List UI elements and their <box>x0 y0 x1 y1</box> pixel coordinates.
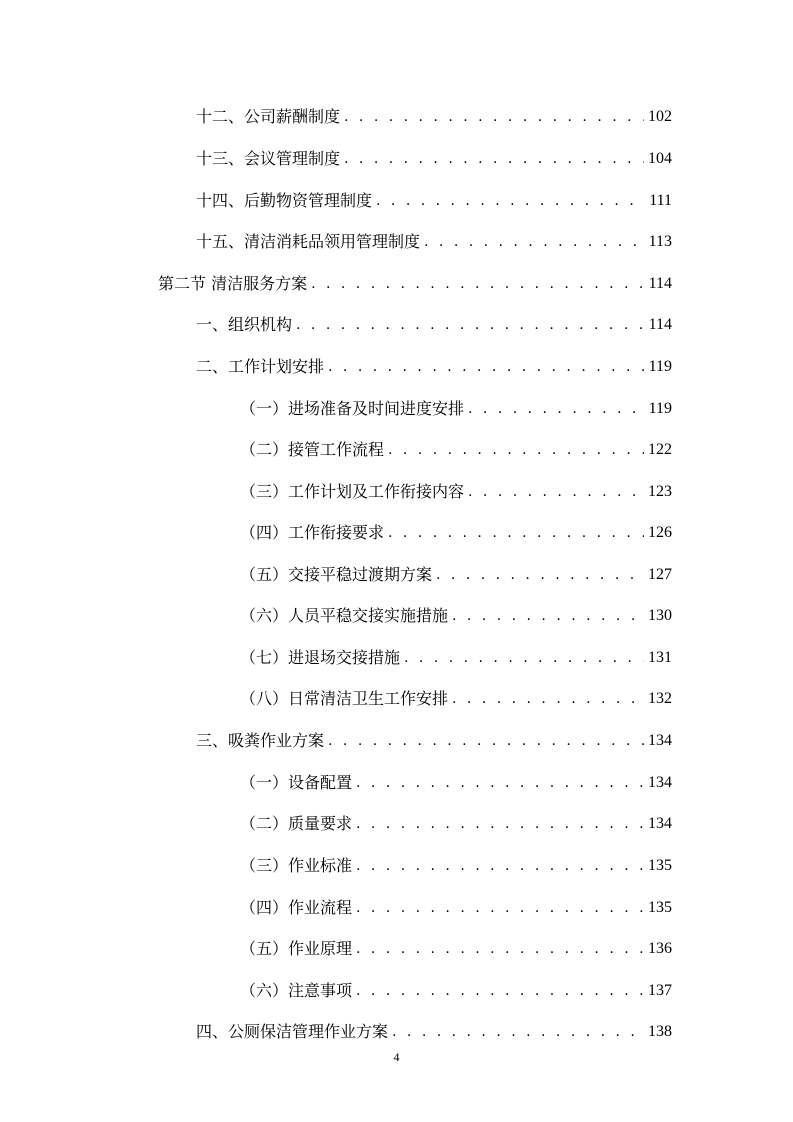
toc-dot-leader <box>452 604 644 628</box>
toc-entry-title: （六）人员平稳交接实施措施 <box>240 606 449 625</box>
toc-entry-page: 122 <box>648 441 672 458</box>
toc-dot-leader <box>468 480 644 504</box>
toc-dot-leader <box>311 272 645 296</box>
toc-subentry[interactable] <box>0 812 672 836</box>
toc-section-entry[interactable] <box>0 272 672 296</box>
toc-entry-page: 123 <box>648 483 672 500</box>
toc-entry[interactable] <box>0 355 672 379</box>
toc-subentry[interactable] <box>0 646 672 670</box>
toc-entry-page: 102 <box>648 108 672 125</box>
toc-dot-leader <box>328 729 644 753</box>
toc-subentry[interactable] <box>0 687 672 711</box>
toc-entry-page: 135 <box>648 899 672 916</box>
toc-entry-title: （二）质量要求 <box>240 814 353 833</box>
toc-entry-title: 四、公厕保洁管理作业方案 <box>196 1022 389 1041</box>
toc-entry-page: 134 <box>648 815 672 832</box>
toc-entry-title: 二、工作计划安排 <box>196 357 325 376</box>
toc-entry-page: 111 <box>649 192 672 209</box>
toc-entry[interactable] <box>0 230 672 254</box>
toc-entry-title: 三、吸粪作业方案 <box>196 731 325 750</box>
toc-entry-page: 127 <box>648 566 672 583</box>
toc-entry-page: 114 <box>648 275 672 292</box>
toc-entry-page: 137 <box>648 982 672 999</box>
toc-entry-title: （五）交接平稳过渡期方案 <box>240 565 433 584</box>
toc-entry-title: （六）注意事项 <box>240 981 353 1000</box>
toc-dot-leader <box>356 979 644 1003</box>
toc-entry[interactable] <box>0 189 672 213</box>
toc-dot-leader <box>296 313 645 337</box>
toc-entry-page: 134 <box>648 732 672 749</box>
toc-entry[interactable] <box>0 729 672 753</box>
toc-entry-page: 104 <box>648 150 672 167</box>
toc-entry-title: 十四、后勤物资管理制度 <box>196 191 373 210</box>
toc-entry-page: 134 <box>648 774 672 791</box>
toc-entry-page: 130 <box>648 607 672 624</box>
toc-subentry[interactable] <box>0 480 672 504</box>
toc-entry-page: 126 <box>648 524 672 541</box>
toc-entry-title: 第二节 清洁服务方案 <box>158 274 308 293</box>
toc-entry[interactable] <box>0 105 672 129</box>
toc-entry-page: 131 <box>648 649 672 666</box>
toc-entry[interactable] <box>0 1020 672 1044</box>
toc-entry-title: （四）工作衔接要求 <box>240 523 385 542</box>
toc-entry-page: 114 <box>648 316 672 333</box>
toc-entry-title: 十二、公司薪酬制度 <box>196 107 341 126</box>
toc-dot-leader <box>376 189 645 213</box>
toc-dot-leader <box>392 1020 644 1044</box>
toc-dot-leader <box>356 812 644 836</box>
toc-dot-leader <box>344 105 644 129</box>
toc-entry-title: （三）作业标准 <box>240 856 353 875</box>
toc-entry-title: 一、组织机构 <box>196 315 293 334</box>
toc-entry-page: 136 <box>648 940 672 957</box>
toc-subentry[interactable] <box>0 563 672 587</box>
toc-entry-title: （三）工作计划及工作衔接内容 <box>240 482 465 501</box>
toc-entry[interactable] <box>0 313 672 337</box>
toc-entry-title: （一）设备配置 <box>240 773 353 792</box>
toc-subentry[interactable] <box>0 604 672 628</box>
toc-subentry[interactable] <box>0 896 672 920</box>
toc-entry[interactable] <box>0 147 672 171</box>
toc-subentry[interactable] <box>0 438 672 462</box>
toc-entry-title: （一）进场准备及时间进度安排 <box>240 399 465 418</box>
toc-subentry[interactable] <box>0 771 672 795</box>
toc-entry-page: 119 <box>648 400 672 417</box>
toc-dot-leader <box>404 646 644 670</box>
toc-entry-title: 十三、会议管理制度 <box>196 149 341 168</box>
toc-entry-title: （五）作业原理 <box>240 939 353 958</box>
toc-dot-leader <box>356 896 644 920</box>
toc-entry-title: 十五、清洁消耗品领用管理制度 <box>196 232 421 251</box>
toc-dot-leader <box>328 355 645 379</box>
toc-entry-page: 138 <box>648 1023 672 1040</box>
toc-subentry[interactable] <box>0 979 672 1003</box>
toc-dot-leader <box>424 230 645 254</box>
toc-subentry[interactable] <box>0 397 672 421</box>
toc-dot-leader <box>468 397 645 421</box>
toc-dot-leader <box>436 563 644 587</box>
toc-entry-title: （七）进退场交接措施 <box>240 648 401 667</box>
toc-dot-leader <box>356 771 644 795</box>
toc-dot-leader <box>356 854 644 878</box>
toc-entry-page: 119 <box>648 358 672 375</box>
toc-entry-title: （二）接管工作流程 <box>240 440 385 459</box>
toc-dot-leader <box>388 521 644 545</box>
toc-dot-leader <box>388 438 644 462</box>
toc-entry-page: 132 <box>648 690 672 707</box>
toc-entry-page: 113 <box>648 233 672 250</box>
page-number: 4 <box>393 1050 400 1064</box>
toc-subentry[interactable] <box>0 854 672 878</box>
toc-subentry[interactable] <box>0 937 672 961</box>
toc-dot-leader <box>452 687 644 711</box>
toc-subentry[interactable] <box>0 521 672 545</box>
toc-entry-title: （四）作业流程 <box>240 898 353 917</box>
toc-entry-page: 135 <box>648 857 672 874</box>
toc-dot-leader <box>356 937 644 961</box>
toc-dot-leader <box>344 147 644 171</box>
toc-entry-title: （八）日常清洁卫生工作安排 <box>240 689 449 708</box>
